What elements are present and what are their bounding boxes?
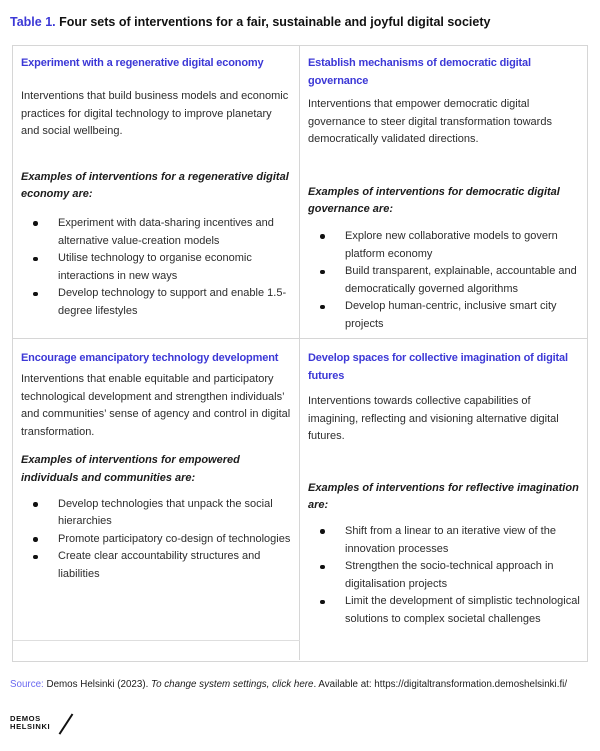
bullet-item: Utilise technology to organise economic interactions in new ways	[58, 250, 293, 285]
bullet-item: Develop human-centric, inclusive smart city projects	[345, 298, 581, 333]
bullet-item: Experiment with data-sharing incentives and alternative value-creation models	[58, 215, 293, 250]
bullet-item: Promote participatory co-design of technologies	[58, 531, 293, 549]
cell-description: Interventions that empower democratic digital governance to steer digital transformation towards democratically validated directions.	[308, 98, 552, 146]
cell-divider-line	[13, 640, 300, 641]
examples-label: Examples of interventions for a regenerative digital economy are:	[21, 170, 289, 201]
cell-collective-imagination	[300, 339, 587, 660]
demos-helsinki-logo	[10, 715, 90, 739]
bullet-item: Build transparent, explainable, accountable and democratically governed algorithms	[345, 263, 581, 298]
source-note-italic: To change system settings, click here	[151, 679, 314, 690]
table-title-text: Four sets of interventions for a fair, sustainable and joyful digital society	[55, 15, 491, 29]
examples-label: Examples of interventions for democratic digital governance are:	[308, 185, 560, 216]
document-page	[0, 14, 600, 751]
cell-emancipatory-technology	[13, 339, 300, 660]
bullet-list	[21, 215, 293, 321]
bullet-item: Create clear accountability structures and liabilities	[58, 548, 293, 583]
bullet-item: Limit the development of simplistic technological solutions to complex societal challenges	[345, 593, 581, 628]
cell-description: Interventions towards collective capabilities of imagining, reflecting and visioning alternative digital futures.	[308, 395, 559, 443]
cell-heading: Experiment with a regenerative digital economy	[21, 57, 264, 69]
bullet-list	[308, 523, 581, 629]
cell-regenerative-economy	[13, 46, 300, 339]
bullet-list	[308, 228, 581, 334]
logo-line-1: DEMOS	[10, 714, 41, 723]
source-url-text: . Available at: https://digitaltransformation.demoshelsinki.fi/	[313, 679, 568, 690]
bullet-item: Shift from a linear to an iterative view of the innovation processes	[345, 523, 581, 558]
cell-description: Interventions that enable equitable and participatory technological development and strengthen individuals’ and communities’ sense of agency and control in digital transformation.	[21, 373, 291, 438]
cell-heading: Develop spaces for collective imagination of digital futures	[308, 352, 568, 382]
bullet-item: Explore new collaborative models to govern platform economy	[345, 228, 581, 263]
examples-label: Examples of interventions for empowered individuals and communities are:	[21, 454, 240, 484]
cell-heading: Encourage emancipatory technology development	[21, 352, 279, 364]
source-citation: Demos Helsinki (2023).	[43, 679, 152, 690]
examples-label: Examples of interventions for reflective imagination are:	[308, 481, 579, 512]
bullet-item: Develop technology to support and enable 1.5-degree lifestyles	[58, 285, 293, 320]
source-line	[10, 678, 590, 691]
table-title	[10, 14, 590, 30]
cell-heading: Establish mechanisms of democratic digital governance	[308, 57, 531, 87]
bullet-item: Develop technologies that unpack the social hierarchies	[58, 496, 293, 531]
interventions-table	[12, 45, 588, 662]
logo-line-2: HELSINKI	[10, 722, 51, 732]
source-label: Source:	[10, 679, 44, 690]
bullet-item: Strengthen the socio-technical approach in digitalisation projects	[345, 558, 581, 593]
cell-description: Interventions that build business models and economic practices for digital technology to improve planetary and social wellbeing.	[21, 90, 289, 138]
table-title-label: Table 1.	[10, 15, 56, 29]
cell-democratic-governance	[300, 46, 587, 339]
bullet-list	[21, 496, 293, 584]
